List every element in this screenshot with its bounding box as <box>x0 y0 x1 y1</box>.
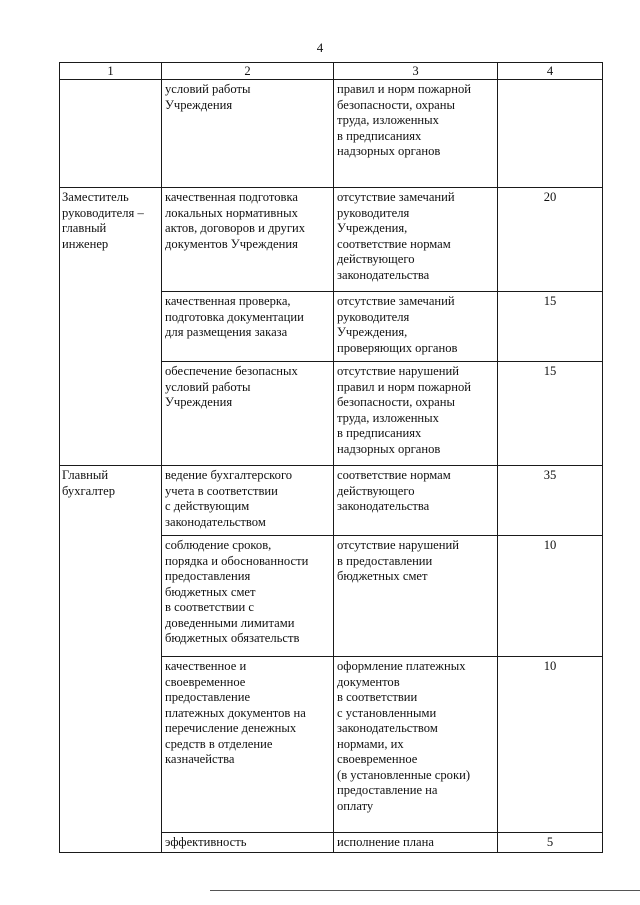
indicator-cell: обеспечение безопасных условий работы Учреждения <box>162 362 334 466</box>
criterion-cell: правил и норм пожарной безопасности, охраны труда, изложенных в предписаниях надзорных органов <box>334 80 498 188</box>
indicator-cell: качественная подготовка локальных нормативных актов, договоров и других документов Учреждения <box>162 188 334 292</box>
table-row <box>60 80 603 188</box>
points-cell: 35 <box>498 466 603 536</box>
points-cell: 15 <box>498 292 603 362</box>
points-cell: 20 <box>498 188 603 292</box>
indicator-cell: условий работы Учреждения <box>162 80 334 188</box>
column-header-3: 3 <box>334 63 498 80</box>
column-header-1: 1 <box>60 63 162 80</box>
position-cell: Заместитель руководителя – главный инженер <box>60 188 162 466</box>
position-cell: Главный бухгалтер <box>60 466 162 853</box>
table-header-row <box>60 63 603 80</box>
page-number: 4 <box>316 40 324 55</box>
criterion-cell: отсутствие замечаний руководителя Учреждения, соответствие нормам действующего законодательства <box>334 188 498 292</box>
criterion-cell: соответствие нормам действующего законодательства <box>334 466 498 536</box>
table-row <box>60 466 603 536</box>
points-cell: 10 <box>498 657 603 833</box>
points-cell: 5 <box>498 833 603 853</box>
indicator-cell: эффективность <box>162 833 334 853</box>
indicator-cell: качественное и своевременное предоставление платежных документов на перечисление денежных средств в отделение казначейства <box>162 657 334 833</box>
page-edge-divider <box>210 890 640 891</box>
criterion-cell: исполнение плана <box>334 833 498 853</box>
points-cell: 15 <box>498 362 603 466</box>
column-header-4: 4 <box>498 63 603 80</box>
points-cell <box>498 80 603 188</box>
criteria-table <box>59 62 603 853</box>
indicator-cell: ведение бухгалтерского учета в соответствии с действующим законодательством <box>162 466 334 536</box>
points-cell: 10 <box>498 536 603 657</box>
criterion-cell: отсутствие нарушений в предоставлении бюджетных смет <box>334 536 498 657</box>
column-header-2: 2 <box>162 63 334 80</box>
criterion-cell: отсутствие нарушений правил и норм пожарной безопасности, охраны труда, изложенных в предписаниях надзорных органов <box>334 362 498 466</box>
indicator-cell: соблюдение сроков, порядка и обоснованности предоставления бюджетных смет в соответствии с доведенными лимитами бюджетных обязательств <box>162 536 334 657</box>
criterion-cell: отсутствие замечаний руководителя Учреждения, проверяющих органов <box>334 292 498 362</box>
indicator-cell: качественная проверка, подготовка документации для размещения заказа <box>162 292 334 362</box>
position-cell <box>60 80 162 188</box>
table-row <box>60 188 603 292</box>
criterion-cell: оформление платежных документов в соответствии с установленными законодательством нормами, их своевременное (в установленные сроки) предоставление на оплату <box>334 657 498 833</box>
